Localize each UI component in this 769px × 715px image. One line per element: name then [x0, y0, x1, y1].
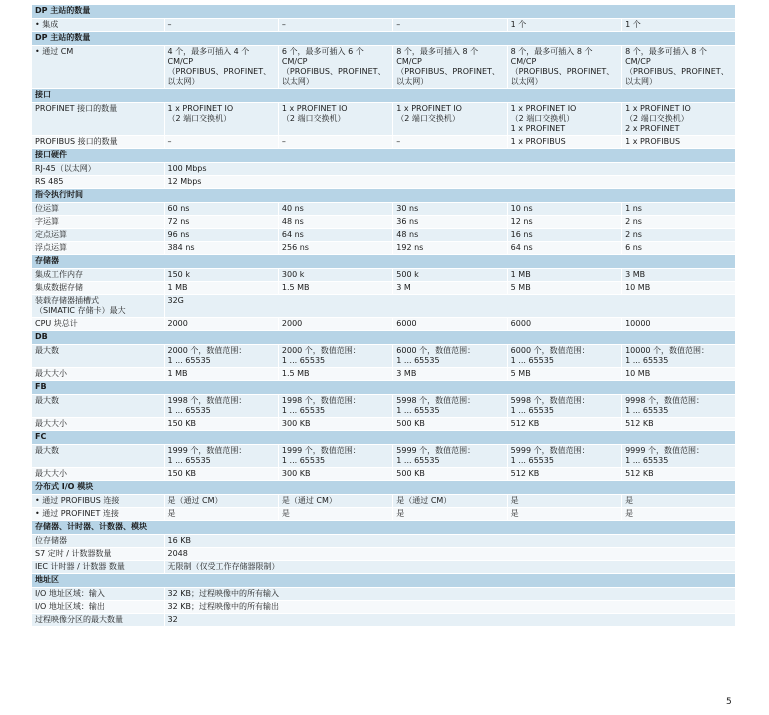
section-header-row: [32, 521, 736, 535]
table-cell: 512 KB: [622, 418, 736, 431]
table-cell: 是（通过 CM）: [278, 495, 392, 508]
section-header-row: [32, 189, 736, 203]
row-label: 最大数: [32, 445, 164, 468]
table-cell: 4 个，最多可插入 4 个 CM/CP （PROFIBUS、PROFINET、 以太网）: [164, 46, 278, 89]
table-cell: 是（通过 CM）: [164, 495, 278, 508]
table-cell: 32 KB；过程映像中的所有输出: [164, 601, 736, 614]
section-title: 存储器: [32, 255, 736, 269]
row-label: • 通过 PROFINET 连接: [32, 508, 164, 521]
row-label: 最大大小: [32, 418, 164, 431]
table-cell: 1 ns: [622, 203, 736, 216]
table-cell: 1 个: [622, 19, 736, 32]
table-cell: 10000: [622, 318, 736, 331]
table-cell: 是: [393, 508, 507, 521]
table-row: [32, 508, 736, 521]
table-cell: 512 KB: [507, 418, 621, 431]
table-cell: 2000 个，数值范围： 1 ... 65535: [164, 345, 278, 368]
table-cell: 256 ns: [278, 242, 392, 255]
table-row: [32, 588, 736, 601]
table-row: [32, 295, 736, 318]
table-cell: 2 ns: [622, 229, 736, 242]
table-row: [32, 548, 736, 561]
table-cell: 150 KB: [164, 468, 278, 481]
table-cell: 是: [622, 508, 736, 521]
table-cell: 1 x PROFINET IO （2 端口交换机）: [278, 103, 392, 136]
section-header-row: [32, 89, 736, 103]
row-label: 位存储器: [32, 535, 164, 548]
table-cell: 1 MB: [507, 269, 621, 282]
table-row: [32, 395, 736, 418]
table-cell: 1 x PROFIBUS: [622, 136, 736, 149]
table-cell: 12 ns: [507, 216, 621, 229]
table-cell: 6000: [507, 318, 621, 331]
spec-page: [32, 0, 736, 627]
table-cell: 32: [164, 614, 736, 627]
table-cell: 300 KB: [278, 468, 392, 481]
table-cell: 5998 个，数值范围： 1 ... 65535: [393, 395, 507, 418]
section-header-row: [32, 255, 736, 269]
table-row: [32, 282, 736, 295]
table-row: [32, 614, 736, 627]
table-cell: 100 Mbps: [164, 163, 736, 176]
row-label: 浮点运算: [32, 242, 164, 255]
table-cell: 1 MB: [164, 368, 278, 381]
table-cell: 9999 个，数值范围： 1 ... 65535: [622, 445, 736, 468]
table-cell: 9998 个，数值范围： 1 ... 65535: [622, 395, 736, 418]
table-cell: 10000 个，数值范围： 1 ... 65535: [622, 345, 736, 368]
row-label: 最大数: [32, 345, 164, 368]
table-cell: 2048: [164, 548, 736, 561]
section-title: 指令执行时间: [32, 189, 736, 203]
section-title: DP 主站的数量: [32, 32, 736, 46]
table-cell: 6 个，最多可插入 6 个 CM/CP （PROFIBUS、PROFINET、 以太网）: [278, 46, 392, 89]
table-row: [32, 242, 736, 255]
table-cell: 6000 个，数值范围： 1 ... 65535: [507, 345, 621, 368]
table-cell: 150 k: [164, 269, 278, 282]
table-cell: 500 k: [393, 269, 507, 282]
table-cell: 8 个，最多可插入 8 个 CM/CP （PROFIBUS、PROFINET、 以太网）: [622, 46, 736, 89]
table-cell: 96 ns: [164, 229, 278, 242]
table-cell: –: [164, 136, 278, 149]
table-cell: 32G: [164, 295, 736, 318]
table-cell: –: [393, 136, 507, 149]
row-label: PROFIBUS 接口的数量: [32, 136, 164, 149]
section-header-row: [32, 431, 736, 445]
table-cell: 512 KB: [622, 468, 736, 481]
table-cell: 300 k: [278, 269, 392, 282]
table-cell: 是: [278, 508, 392, 521]
table-cell: 5998 个，数值范围： 1 ... 65535: [507, 395, 621, 418]
row-label: 最大大小: [32, 468, 164, 481]
table-cell: 5 MB: [507, 282, 621, 295]
table-row: [32, 103, 736, 136]
table-row: [32, 535, 736, 548]
section-title: 接口硬件: [32, 149, 736, 163]
row-label: S7 定时 / 计数器数量: [32, 548, 164, 561]
table-cell: 1.5 MB: [278, 368, 392, 381]
table-cell: 5999 个，数值范围： 1 ... 65535: [507, 445, 621, 468]
table-cell: 2000 个，数值范围： 1 ... 65535: [278, 345, 392, 368]
table-row: [32, 229, 736, 242]
section-title: DP 主站的数量: [32, 5, 736, 19]
row-label: 字运算: [32, 216, 164, 229]
table-cell: 10 ns: [507, 203, 621, 216]
table-cell: 无限制（仅受工作存储器限制）: [164, 561, 736, 574]
table-cell: 6 ns: [622, 242, 736, 255]
section-title: 存储器、计时器、计数器、模块: [32, 521, 736, 535]
table-cell: 16 ns: [507, 229, 621, 242]
table-row: [32, 19, 736, 32]
table-cell: 1 x PROFINET IO （2 端口交换机）: [393, 103, 507, 136]
section-header-row: [32, 331, 736, 345]
row-label: 位运算: [32, 203, 164, 216]
section-header-row: [32, 149, 736, 163]
page-number: 5: [726, 697, 732, 707]
table-cell: 48 ns: [278, 216, 392, 229]
row-label: 集成数据存储: [32, 282, 164, 295]
table-row: [32, 216, 736, 229]
section-title: FB: [32, 381, 736, 395]
table-row: [32, 468, 736, 481]
row-label: • 通过 PROFIBUS 连接: [32, 495, 164, 508]
section-title: FC: [32, 431, 736, 445]
table-cell: 512 KB: [507, 468, 621, 481]
table-cell: 是: [622, 495, 736, 508]
table-row: [32, 345, 736, 368]
table-cell: 1998 个，数值范围： 1 ... 65535: [164, 395, 278, 418]
table-cell: 1 x PROFINET IO （2 端口交换机）: [164, 103, 278, 136]
table-cell: 5 MB: [507, 368, 621, 381]
table-row: [32, 368, 736, 381]
table-cell: 6000: [393, 318, 507, 331]
table-cell: 1 x PROFIBUS: [507, 136, 621, 149]
table-row: [32, 163, 736, 176]
section-header-row: [32, 574, 736, 588]
table-cell: 1998 个，数值范围： 1 ... 65535: [278, 395, 392, 418]
row-label: PROFINET 接口的数量: [32, 103, 164, 136]
table-cell: 8 个，最多可插入 8 个 CM/CP （PROFIBUS、PROFINET、 以太网）: [507, 46, 621, 89]
table-cell: 30 ns: [393, 203, 507, 216]
table-row: [32, 176, 736, 189]
table-cell: –: [278, 136, 392, 149]
row-label: 装载存储器插槽式 （SIMATIC 存储卡）最大: [32, 295, 164, 318]
table-cell: 300 KB: [278, 418, 392, 431]
section-header-row: [32, 381, 736, 395]
row-label: RJ-45（以太网）: [32, 163, 164, 176]
table-cell: 1 MB: [164, 282, 278, 295]
section-title: 地址区: [32, 574, 736, 588]
table-row: [32, 136, 736, 149]
table-cell: 2000: [164, 318, 278, 331]
table-cell: 16 KB: [164, 535, 736, 548]
table-cell: 是: [507, 495, 621, 508]
row-label: CPU 块总计: [32, 318, 164, 331]
section-title: 接口: [32, 89, 736, 103]
section-header-row: [32, 481, 736, 495]
row-label: 过程映像分区的最大数量: [32, 614, 164, 627]
table-cell: 6000 个，数值范围： 1 ... 65535: [393, 345, 507, 368]
row-label: • 集成: [32, 19, 164, 32]
table-cell: 是: [164, 508, 278, 521]
table-cell: 192 ns: [393, 242, 507, 255]
table-cell: 1 x PROFINET IO （2 端口交换机） 1 x PROFINET: [507, 103, 621, 136]
row-label: I/O 地址区域：输出: [32, 601, 164, 614]
section-title: 分布式 I/O 模块: [32, 481, 736, 495]
row-label: IEC 计时器 / 计数器 数量: [32, 561, 164, 574]
table-cell: 1999 个，数值范围： 1 ... 65535: [278, 445, 392, 468]
table-cell: 3 MB: [393, 368, 507, 381]
section-header-row: [32, 32, 736, 46]
table-row: [32, 318, 736, 331]
row-label: 集成工作内存: [32, 269, 164, 282]
table-cell: 150 KB: [164, 418, 278, 431]
table-cell: 10 MB: [622, 282, 736, 295]
table-cell: 2 ns: [622, 216, 736, 229]
table-row: [32, 495, 736, 508]
table-cell: 500 KB: [393, 418, 507, 431]
table-row: [32, 418, 736, 431]
table-cell: –: [393, 19, 507, 32]
table-cell: 1.5 MB: [278, 282, 392, 295]
table-row: [32, 601, 736, 614]
row-label: I/O 地址区域：输入: [32, 588, 164, 601]
table-cell: 384 ns: [164, 242, 278, 255]
table-cell: 32 KB；过程映像中的所有输入: [164, 588, 736, 601]
spec-table: [32, 5, 736, 627]
section-title: DB: [32, 331, 736, 345]
table-cell: –: [164, 19, 278, 32]
table-cell: 10 MB: [622, 368, 736, 381]
table-cell: 64 ns: [507, 242, 621, 255]
table-cell: 36 ns: [393, 216, 507, 229]
table-cell: 12 Mbps: [164, 176, 736, 189]
table-cell: 1 个: [507, 19, 621, 32]
table-cell: –: [278, 19, 392, 32]
table-cell: 40 ns: [278, 203, 392, 216]
table-cell: 3 MB: [622, 269, 736, 282]
table-cell: 3 M: [393, 282, 507, 295]
table-row: [32, 46, 736, 89]
table-cell: 64 ns: [278, 229, 392, 242]
row-label: 最大数: [32, 395, 164, 418]
table-row: [32, 269, 736, 282]
table-cell: 5999 个，数值范围： 1 ... 65535: [393, 445, 507, 468]
table-cell: 2000: [278, 318, 392, 331]
row-label: • 通过 CM: [32, 46, 164, 89]
spec-table-body: [32, 5, 736, 627]
table-cell: 8 个，最多可插入 8 个 CM/CP （PROFIBUS、PROFINET、 以太网）: [393, 46, 507, 89]
table-cell: 60 ns: [164, 203, 278, 216]
table-cell: 是: [507, 508, 621, 521]
table-cell: 1999 个，数值范围： 1 ... 65535: [164, 445, 278, 468]
row-label: RS 485: [32, 176, 164, 189]
table-row: [32, 445, 736, 468]
row-label: 定点运算: [32, 229, 164, 242]
table-cell: 500 KB: [393, 468, 507, 481]
table-cell: 48 ns: [393, 229, 507, 242]
table-cell: 72 ns: [164, 216, 278, 229]
row-label: 最大大小: [32, 368, 164, 381]
table-cell: 是（通过 CM）: [393, 495, 507, 508]
table-row: [32, 561, 736, 574]
table-row: [32, 203, 736, 216]
table-cell: 1 x PROFINET IO （2 端口交换机） 2 x PROFINET: [622, 103, 736, 136]
section-header-row: [32, 5, 736, 19]
